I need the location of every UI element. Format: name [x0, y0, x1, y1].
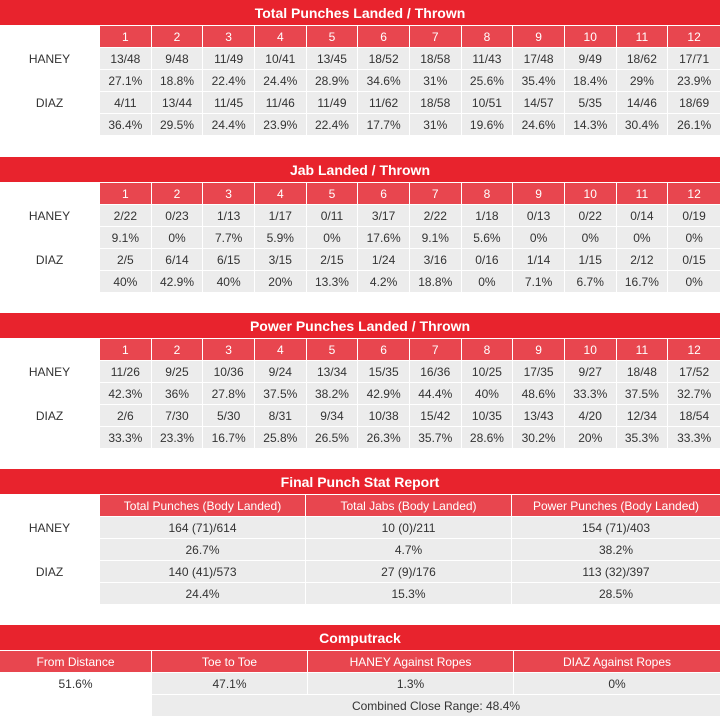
final-value-cell: 154 (71)/403 — [512, 516, 720, 538]
landed-cell: 17/52 — [668, 360, 720, 382]
round-header: 6 — [358, 183, 410, 204]
round-header: 3 — [203, 183, 255, 204]
pct-cell: 9.1% — [410, 226, 462, 248]
landed-cell: 0/22 — [565, 204, 617, 226]
pct-cell: 27.8% — [203, 382, 255, 404]
pct-cell: 0% — [565, 226, 617, 248]
name-blank — [0, 69, 100, 91]
pct-cell: 23.9% — [255, 113, 307, 135]
landed-cell: 5/35 — [565, 91, 617, 113]
landed-cell: 0/16 — [462, 248, 514, 270]
pct-cell: 36.4% — [100, 113, 152, 135]
final-value-cell: 10 (0)/211 — [306, 516, 512, 538]
final-pct-cell: 4.7% — [306, 538, 512, 560]
final-pct-cell: 15.3% — [306, 582, 512, 604]
round-header: 9 — [513, 339, 565, 360]
landed-cell: 1/13 — [203, 204, 255, 226]
landed-cell: 15/35 — [358, 360, 410, 382]
landed-cell: 2/22 — [410, 204, 462, 226]
header-blank — [0, 26, 100, 47]
landed-cell: 4/20 — [565, 404, 617, 426]
pct-cell: 29.5% — [152, 113, 204, 135]
jab-title: Jab Landed / Thrown — [0, 157, 720, 183]
round-header: 9 — [513, 26, 565, 47]
pct-cell: 23.3% — [152, 426, 204, 448]
final-pct-cell: 24.4% — [100, 582, 306, 604]
computrack-header-haney-ropes: HANEY Against Ropes — [308, 651, 514, 672]
pct-cell: 28.6% — [462, 426, 514, 448]
pct-cell: 14.3% — [565, 113, 617, 135]
final-report-table — [0, 469, 720, 604]
fighter-name: HANEY — [0, 47, 100, 69]
pct-cell: 18.8% — [152, 69, 204, 91]
header-blank — [0, 339, 100, 360]
pct-cell: 5.6% — [462, 226, 514, 248]
landed-cell: 1/17 — [255, 204, 307, 226]
round-header: 1 — [100, 183, 152, 204]
landed-cell: 2/6 — [100, 404, 152, 426]
landed-cell: 9/25 — [152, 360, 204, 382]
landed-cell: 11/62 — [358, 91, 410, 113]
pct-cell: 29% — [617, 69, 669, 91]
landed-cell: 10/25 — [462, 360, 514, 382]
header-blank — [0, 183, 100, 204]
landed-cell: 0/13 — [513, 204, 565, 226]
pct-cell: 35.3% — [617, 426, 669, 448]
round-header: 12 — [668, 183, 720, 204]
landed-cell: 17/71 — [668, 47, 720, 69]
pct-cell: 33.3% — [668, 426, 720, 448]
landed-cell: 18/58 — [410, 91, 462, 113]
pct-cell: 7.1% — [513, 270, 565, 292]
pct-cell: 22.4% — [307, 113, 359, 135]
landed-cell: 7/30 — [152, 404, 204, 426]
landed-cell: 10/41 — [255, 47, 307, 69]
pct-cell: 25.8% — [255, 426, 307, 448]
pct-cell: 25.6% — [462, 69, 514, 91]
landed-cell: 13/34 — [307, 360, 359, 382]
pct-cell: 20% — [565, 426, 617, 448]
pct-cell: 34.6% — [358, 69, 410, 91]
final-header-total: Total Punches (Body Landed) — [100, 495, 306, 516]
round-header: 1 — [100, 339, 152, 360]
final-value-cell: 113 (32)/397 — [512, 560, 720, 582]
landed-cell: 0/14 — [617, 204, 669, 226]
pct-cell: 38.2% — [307, 382, 359, 404]
pct-cell: 44.4% — [410, 382, 462, 404]
pct-cell: 20% — [255, 270, 307, 292]
pct-cell: 26.3% — [358, 426, 410, 448]
pct-cell: 42.9% — [152, 270, 204, 292]
computrack-header-diaz-ropes: DIAZ Against Ropes — [514, 651, 720, 672]
landed-cell: 0/11 — [307, 204, 359, 226]
landed-cell: 18/48 — [617, 360, 669, 382]
fighter-name: DIAZ — [0, 248, 100, 270]
landed-cell: 10/36 — [203, 360, 255, 382]
pct-cell: 32.7% — [668, 382, 720, 404]
landed-cell: 13/43 — [513, 404, 565, 426]
name-blank — [0, 694, 152, 716]
final-pct-cell: 26.7% — [100, 538, 306, 560]
pct-cell: 6.7% — [565, 270, 617, 292]
landed-cell: 1/15 — [565, 248, 617, 270]
pct-cell: 19.6% — [462, 113, 514, 135]
landed-cell: 5/30 — [203, 404, 255, 426]
landed-cell: 8/31 — [255, 404, 307, 426]
landed-cell: 11/43 — [462, 47, 514, 69]
computrack-table — [0, 625, 720, 716]
landed-cell: 18/69 — [668, 91, 720, 113]
pct-cell: 37.5% — [255, 382, 307, 404]
landed-cell: 3/16 — [410, 248, 462, 270]
pct-cell: 31% — [410, 69, 462, 91]
round-header: 11 — [617, 183, 669, 204]
landed-cell: 13/48 — [100, 47, 152, 69]
pct-cell: 18.4% — [565, 69, 617, 91]
pct-cell: 40% — [203, 270, 255, 292]
pct-cell: 16.7% — [203, 426, 255, 448]
pct-cell: 9.1% — [100, 226, 152, 248]
pct-cell: 0% — [307, 226, 359, 248]
landed-cell: 9/48 — [152, 47, 204, 69]
landed-cell: 2/12 — [617, 248, 669, 270]
round-header: 5 — [307, 339, 359, 360]
round-header: 6 — [358, 339, 410, 360]
fighter-name: DIAZ — [0, 91, 100, 113]
landed-cell: 16/36 — [410, 360, 462, 382]
landed-cell: 13/45 — [307, 47, 359, 69]
name-blank — [0, 538, 100, 560]
pct-cell: 37.5% — [617, 382, 669, 404]
pct-cell: 0% — [668, 270, 720, 292]
name-blank — [0, 270, 100, 292]
jab-section — [0, 157, 720, 292]
pct-cell: 31% — [410, 113, 462, 135]
pct-cell: 18.8% — [410, 270, 462, 292]
landed-cell: 10/51 — [462, 91, 514, 113]
landed-cell: 10/38 — [358, 404, 410, 426]
round-header: 12 — [668, 26, 720, 47]
round-header: 4 — [255, 339, 307, 360]
landed-cell: 13/44 — [152, 91, 204, 113]
final-report-section — [0, 469, 720, 604]
final-pct-cell: 38.2% — [512, 538, 720, 560]
landed-cell: 9/27 — [565, 360, 617, 382]
round-header: 9 — [513, 183, 565, 204]
name-blank — [0, 426, 100, 448]
pct-cell: 24.4% — [203, 113, 255, 135]
round-header: 11 — [617, 339, 669, 360]
fighter-name: HANEY — [0, 204, 100, 226]
landed-cell: 0/15 — [668, 248, 720, 270]
round-header: 10 — [565, 339, 617, 360]
pct-cell: 17.6% — [358, 226, 410, 248]
landed-cell: 11/49 — [307, 91, 359, 113]
landed-cell: 18/52 — [358, 47, 410, 69]
pct-cell: 0% — [668, 226, 720, 248]
computrack-title: Computrack — [0, 625, 720, 651]
landed-cell: 9/49 — [565, 47, 617, 69]
pct-cell: 22.4% — [203, 69, 255, 91]
landed-cell: 18/58 — [410, 47, 462, 69]
pct-cell: 42.9% — [358, 382, 410, 404]
landed-cell: 18/62 — [617, 47, 669, 69]
fighter-name: DIAZ — [0, 560, 100, 582]
pct-cell: 42.3% — [100, 382, 152, 404]
round-header: 7 — [410, 339, 462, 360]
landed-cell: 0/23 — [152, 204, 204, 226]
name-blank — [0, 382, 100, 404]
landed-cell: 6/14 — [152, 248, 204, 270]
pct-cell: 35.4% — [513, 69, 565, 91]
final-report-title: Final Punch Stat Report — [0, 469, 720, 495]
landed-cell: 2/5 — [100, 248, 152, 270]
landed-cell: 15/42 — [410, 404, 462, 426]
computrack-diaz-ropes-value: 0% — [514, 672, 720, 694]
final-value-cell: 140 (41)/573 — [100, 560, 306, 582]
round-header: 1 — [100, 26, 152, 47]
round-header: 3 — [203, 26, 255, 47]
landed-cell: 9/34 — [307, 404, 359, 426]
round-header: 2 — [152, 339, 204, 360]
round-header: 12 — [668, 339, 720, 360]
pct-cell: 16.7% — [617, 270, 669, 292]
final-value-cell: 164 (71)/614 — [100, 516, 306, 538]
pct-cell: 30.4% — [617, 113, 669, 135]
landed-cell: 2/22 — [100, 204, 152, 226]
fighter-name: DIAZ — [0, 404, 100, 426]
landed-cell: 11/26 — [100, 360, 152, 382]
round-header: 2 — [152, 26, 204, 47]
pct-cell: 26.5% — [307, 426, 359, 448]
round-header: 5 — [307, 183, 359, 204]
fighter-name: HANEY — [0, 516, 100, 538]
computrack-distance-value: 51.6% — [0, 672, 152, 694]
pct-cell: 24.4% — [255, 69, 307, 91]
landed-cell: 11/45 — [203, 91, 255, 113]
round-header: 5 — [307, 26, 359, 47]
landed-cell: 18/54 — [668, 404, 720, 426]
total-punches-section — [0, 0, 720, 135]
landed-cell: 14/46 — [617, 91, 669, 113]
round-header: 3 — [203, 339, 255, 360]
pct-cell: 23.9% — [668, 69, 720, 91]
landed-cell: 1/14 — [513, 248, 565, 270]
header-blank — [0, 495, 100, 516]
round-header: 11 — [617, 26, 669, 47]
pct-cell: 36% — [152, 382, 204, 404]
landed-cell: 3/15 — [255, 248, 307, 270]
pct-cell: 40% — [462, 382, 514, 404]
final-value-cell: 27 (9)/176 — [306, 560, 512, 582]
pct-cell: 33.3% — [100, 426, 152, 448]
round-header: 7 — [410, 26, 462, 47]
power-punches-table — [0, 313, 720, 448]
round-header: 8 — [462, 26, 514, 47]
round-header: 7 — [410, 183, 462, 204]
landed-cell: 2/15 — [307, 248, 359, 270]
power-punches-title: Power Punches Landed / Thrown — [0, 313, 720, 339]
name-blank — [0, 113, 100, 135]
final-header-jabs: Total Jabs (Body Landed) — [306, 495, 512, 516]
landed-cell: 10/35 — [462, 404, 514, 426]
pct-cell: 33.3% — [565, 382, 617, 404]
power-punches-section — [0, 313, 720, 448]
landed-cell: 0/19 — [668, 204, 720, 226]
pct-cell: 0% — [462, 270, 514, 292]
pct-cell: 27.1% — [100, 69, 152, 91]
landed-cell: 11/46 — [255, 91, 307, 113]
computrack-toe-value: 47.1% — [152, 672, 308, 694]
landed-cell: 14/57 — [513, 91, 565, 113]
fighter-name: HANEY — [0, 360, 100, 382]
landed-cell: 17/48 — [513, 47, 565, 69]
landed-cell: 1/24 — [358, 248, 410, 270]
total-punches-title: Total Punches Landed / Thrown — [0, 0, 720, 26]
landed-cell: 4/11 — [100, 91, 152, 113]
pct-cell: 30.2% — [513, 426, 565, 448]
pct-cell: 35.7% — [410, 426, 462, 448]
final-header-power: Power Punches (Body Landed) — [512, 495, 720, 516]
name-blank — [0, 226, 100, 248]
round-header: 10 — [565, 26, 617, 47]
pct-cell: 0% — [617, 226, 669, 248]
landed-cell: 9/24 — [255, 360, 307, 382]
pct-cell: 0% — [152, 226, 204, 248]
round-header: 2 — [152, 183, 204, 204]
round-header: 8 — [462, 339, 514, 360]
round-header: 10 — [565, 183, 617, 204]
pct-cell: 26.1% — [668, 113, 720, 135]
jab-table — [0, 157, 720, 292]
pct-cell: 5.9% — [255, 226, 307, 248]
total-punches-table — [0, 0, 720, 135]
round-header: 4 — [255, 26, 307, 47]
landed-cell: 3/17 — [358, 204, 410, 226]
computrack-header-distance: From Distance — [0, 651, 152, 672]
pct-cell: 7.7% — [203, 226, 255, 248]
pct-cell: 0% — [513, 226, 565, 248]
pct-cell: 40% — [100, 270, 152, 292]
computrack-section — [0, 625, 720, 716]
landed-cell: 17/35 — [513, 360, 565, 382]
computrack-combined: Combined Close Range: 48.4% — [152, 694, 720, 716]
pct-cell: 24.6% — [513, 113, 565, 135]
name-blank — [0, 582, 100, 604]
landed-cell: 6/15 — [203, 248, 255, 270]
final-pct-cell: 28.5% — [512, 582, 720, 604]
round-header: 6 — [358, 26, 410, 47]
round-header: 8 — [462, 183, 514, 204]
pct-cell: 13.3% — [307, 270, 359, 292]
round-header: 4 — [255, 183, 307, 204]
computrack-header-toe: Toe to Toe — [152, 651, 308, 672]
pct-cell: 28.9% — [307, 69, 359, 91]
landed-cell: 1/18 — [462, 204, 514, 226]
pct-cell: 4.2% — [358, 270, 410, 292]
pct-cell: 17.7% — [358, 113, 410, 135]
landed-cell: 11/49 — [203, 47, 255, 69]
landed-cell: 12/34 — [617, 404, 669, 426]
pct-cell: 48.6% — [513, 382, 565, 404]
computrack-haney-ropes-value: 1.3% — [308, 672, 514, 694]
